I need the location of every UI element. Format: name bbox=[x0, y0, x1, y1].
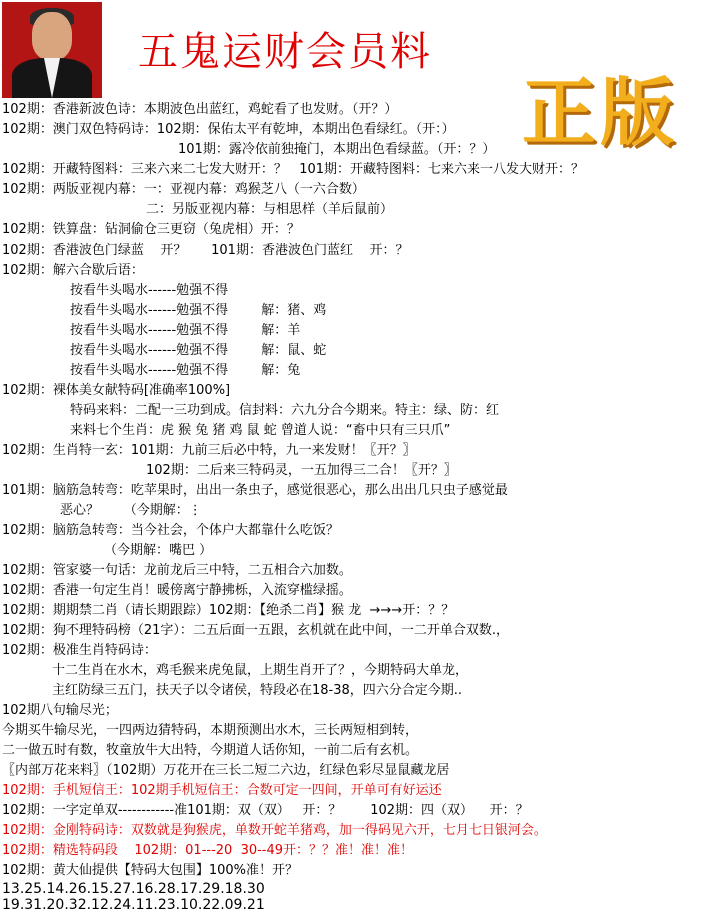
genuine-stamp: 正版 bbox=[522, 70, 678, 156]
line-hidden-chart: 102期：开藏特图料：三来六来二七发大财开：？ 101期：开藏特图料：七来六来一八发大财开：？ bbox=[2, 162, 585, 177]
line-accurate-poem-1: 十二生肖在水木，鸡毛猴来虎兔鼠，上期生肖开了？，今期特码大单龙， bbox=[52, 663, 469, 678]
line-one-word-odd-even: 102期：一字定单双------------准101期：双（双） 开：？ 102期：四（双） 开：？ bbox=[2, 803, 529, 818]
line-zodiac-mystery-102: 102期：二后来三特码灵，一五加得三二合！〖开？〗 bbox=[146, 463, 457, 478]
line-zodiac-mystery-101: 102期：生肖特一玄：101期：九前三后必中特，九一来发财！〖开？〗 bbox=[2, 443, 416, 458]
riddle-item-1: 按看牛头喝水------勉强不得 bbox=[70, 283, 229, 298]
line-atv-inside-1: 102期：两版亚视内幕：一：亚视内幕：鸡猴芝八（一六合数） bbox=[2, 182, 365, 197]
line-banned-two: 102期：期期禁二肖（请长期跟踪）102期：【绝杀二肖】猴 龙 →→→开：？？ bbox=[2, 603, 455, 618]
line-accurate-poem-heading: 102期：极准生肖特码诗： bbox=[2, 643, 157, 658]
riddle-item-2: 按看牛头喝水------勉强不得 解：猪、鸡 bbox=[70, 303, 327, 318]
line-riddle-heading: 102期：解六合歇后语： bbox=[2, 263, 144, 278]
line-sms-king: 102期：手机短信王：102期手机短信王：合数可定一四间，开单可有好运还 bbox=[2, 783, 442, 798]
line-brain-teaser-101-cont: 恶心？ （今期解：⋮ bbox=[60, 503, 202, 518]
riddle-item-5: 按看牛头喝水------勉强不得 解：兔 bbox=[70, 363, 301, 378]
line-brain-teaser-answer: （今期解：嘴巴 ） bbox=[104, 543, 213, 558]
line-abacus: 102期：铁算盘：钻洞偷仓三更窃（兔虎相）开：？ bbox=[2, 222, 300, 237]
number-list-1: 13.25.14.26.15.27.16.28.17.29.18.30 bbox=[2, 881, 265, 897]
avatar bbox=[2, 2, 102, 98]
line-brain-teaser-101: 101期：脑筋急转弯：吃苹果时，出出一条虫子，感觉很恶心，那么出出几只虫子感觉最 bbox=[2, 483, 508, 498]
line-macau-color-poem: 102期：澳门双色特码诗：102期：保佑太平有乾坤，本期出色看绿红。（开：） bbox=[2, 122, 455, 137]
number-list-2: 19.31.20.32.12.24.11.23.10.22.09.21 bbox=[2, 897, 265, 913]
riddle-item-3: 按看牛头喝水------勉强不得 解：羊 bbox=[70, 323, 301, 338]
page-title: 五鬼运财会员料 bbox=[138, 29, 432, 75]
line-hk-one-zodiac: 102期：香港一句定生肖！暖傍离宁静拂栎，入流穿槛绿摇。 bbox=[2, 583, 352, 598]
line-macau-color-poem-101: 101期：露冷依前独掩门，本期出色看绿蓝。（开：？） bbox=[178, 142, 496, 157]
line-seven-zodiacs: 来料七个生肖：虎 猴 兔 猪 鸡 鼠 蛇 曾道人说：“畜中只有三只爪” bbox=[70, 423, 451, 438]
line-eight-sentences-1: 今期买牛输尽光，一四两边猜特码，本期预测出水木，三长两短相到转， bbox=[2, 723, 419, 738]
line-diamond-poem: 102期：金刚特码诗：双数就是狗猴虎，单数开蛇羊猪鸡，加一得码见六开，七月七日银河会。 bbox=[2, 823, 547, 838]
line-atv-inside-2: 二：另版亚视内幕：与相思样（羊后鼠前） bbox=[146, 202, 394, 217]
line-flower-material: 〖内部万花来料〗（102期）万花开在三长二短二六边，红绿色彩尽显鼠藏龙居 bbox=[2, 763, 450, 778]
line-eight-sentences-2: 二一做五时有数，牧童放牛大出特，今期道人话你知，一前二后有玄机。 bbox=[2, 743, 419, 758]
line-hk-wave-door: 102期：香港波色门绿蓝 开？ 101期：香港波色门蓝红 开：？ bbox=[2, 243, 409, 258]
avatar-face bbox=[32, 12, 72, 60]
line-dog-ranking: 102期：狗不理特码榜（21字）：二五后面一五跟，玄机就在此中间，一二开单合双数.， bbox=[2, 623, 509, 638]
line-eight-sentences: 102期八句输尽光； bbox=[2, 703, 118, 718]
line-special-code-source: 特码来料：二配一三功到成。信封料：六九分合今期来。特主：绿、防：红 bbox=[70, 403, 500, 418]
line-special-code: 102期：裸体美女献特码[准确率100%] bbox=[2, 383, 231, 398]
line-brain-teaser-102: 102期：脑筋急转弯：当今社会，个体户大都靠什么吃饭？ bbox=[2, 523, 339, 538]
line-accurate-poem-2: 主红防绿三五门，扶天子以令诸侯，特段必在18-38，四六分合定今期.. bbox=[52, 683, 463, 698]
line-big-bundle: 102期：黄大仙提供【特码大包围】100%准！开？ bbox=[2, 863, 298, 878]
riddle-item-4: 按看牛头喝水------勉强不得 解：鼠、蛇 bbox=[70, 343, 327, 358]
line-wave-color-poem: 102期：香港新波色诗：本期波色出蓝红，鸡蛇看了也发财。（开？） bbox=[2, 102, 398, 117]
line-housekeeper: 102期：管家婆一句话：龙前龙后三中特，二五相合六加数。 bbox=[2, 563, 352, 578]
line-selected-range: 102期：精选特码段 102期：01---20 30--49开：？？准！准！准！ bbox=[2, 843, 414, 858]
